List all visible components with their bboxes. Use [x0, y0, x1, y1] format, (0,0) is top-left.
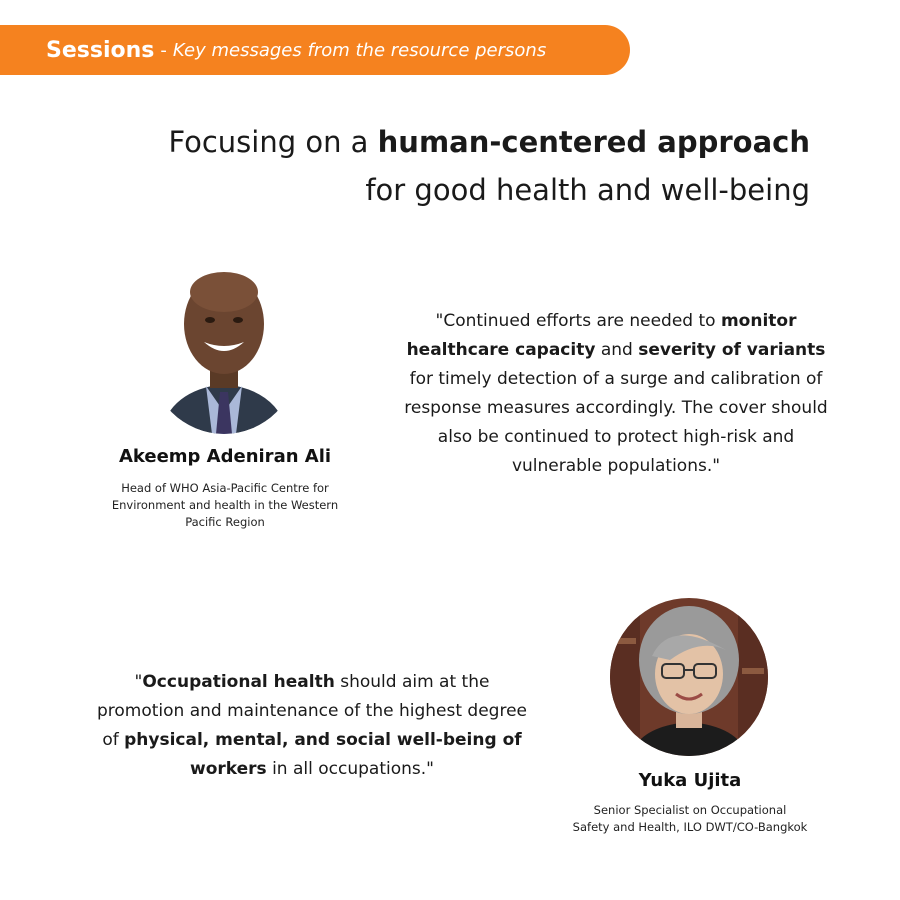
speaker2-role-line: Safety and Health, ILO DWT/CO-Bangkok [572, 820, 808, 834]
quote-text: in all occupations." [266, 759, 434, 779]
section-banner [0, 25, 630, 75]
quote-emphasis: physical, mental, and social well-being of workers [124, 730, 522, 779]
speaker1-role [85, 480, 365, 531]
quote-text: and [595, 340, 639, 360]
speaker1-role-line: Head of WHO Asia-Pacific Centre for [121, 481, 329, 495]
page-headline [168, 118, 810, 214]
speaker1-name: Akeemp Adeniran Ali [118, 446, 332, 467]
quote-text: "Continued efforts are needed to [435, 311, 721, 331]
headline-line-2: for good health and well-being [365, 173, 810, 207]
headline-plain-text: Focusing on a [168, 125, 378, 159]
quote-text: " [134, 672, 143, 692]
banner-label: Sessions [46, 37, 155, 63]
speaker1-photo [150, 262, 298, 434]
speaker1-quote [400, 307, 832, 481]
speaker1-role-line: Environment and health in the Western [111, 498, 339, 512]
speaker1-role-line: Pacific Region [185, 515, 265, 529]
quote-text: should aim at the promotion and maintenance of the highest degree of [96, 672, 527, 750]
speaker2-role-line: Senior Specialist on Occupational [593, 803, 787, 817]
speaker2-photo [610, 598, 768, 756]
headline-bold-text: human-centered approach [377, 125, 810, 159]
headline-line-1 [168, 118, 810, 166]
quote-emphasis: severity of variants [638, 340, 826, 360]
quote-emphasis: Occupational health [142, 672, 335, 692]
speaker2-quote [96, 668, 528, 784]
quote-emphasis: monitor healthcare capacity [406, 311, 797, 360]
speaker2-name: Yuka Ujita [638, 770, 742, 791]
speaker2-role [545, 802, 835, 836]
banner-subtitle: Key messages from the resource persons [172, 39, 547, 61]
banner-separator: - [160, 39, 167, 61]
quote-text: for timely detection of a surge and calibration of response measures accordingly. The cover should also be continued to protect high-risk and vulnerable populations." [404, 369, 828, 476]
